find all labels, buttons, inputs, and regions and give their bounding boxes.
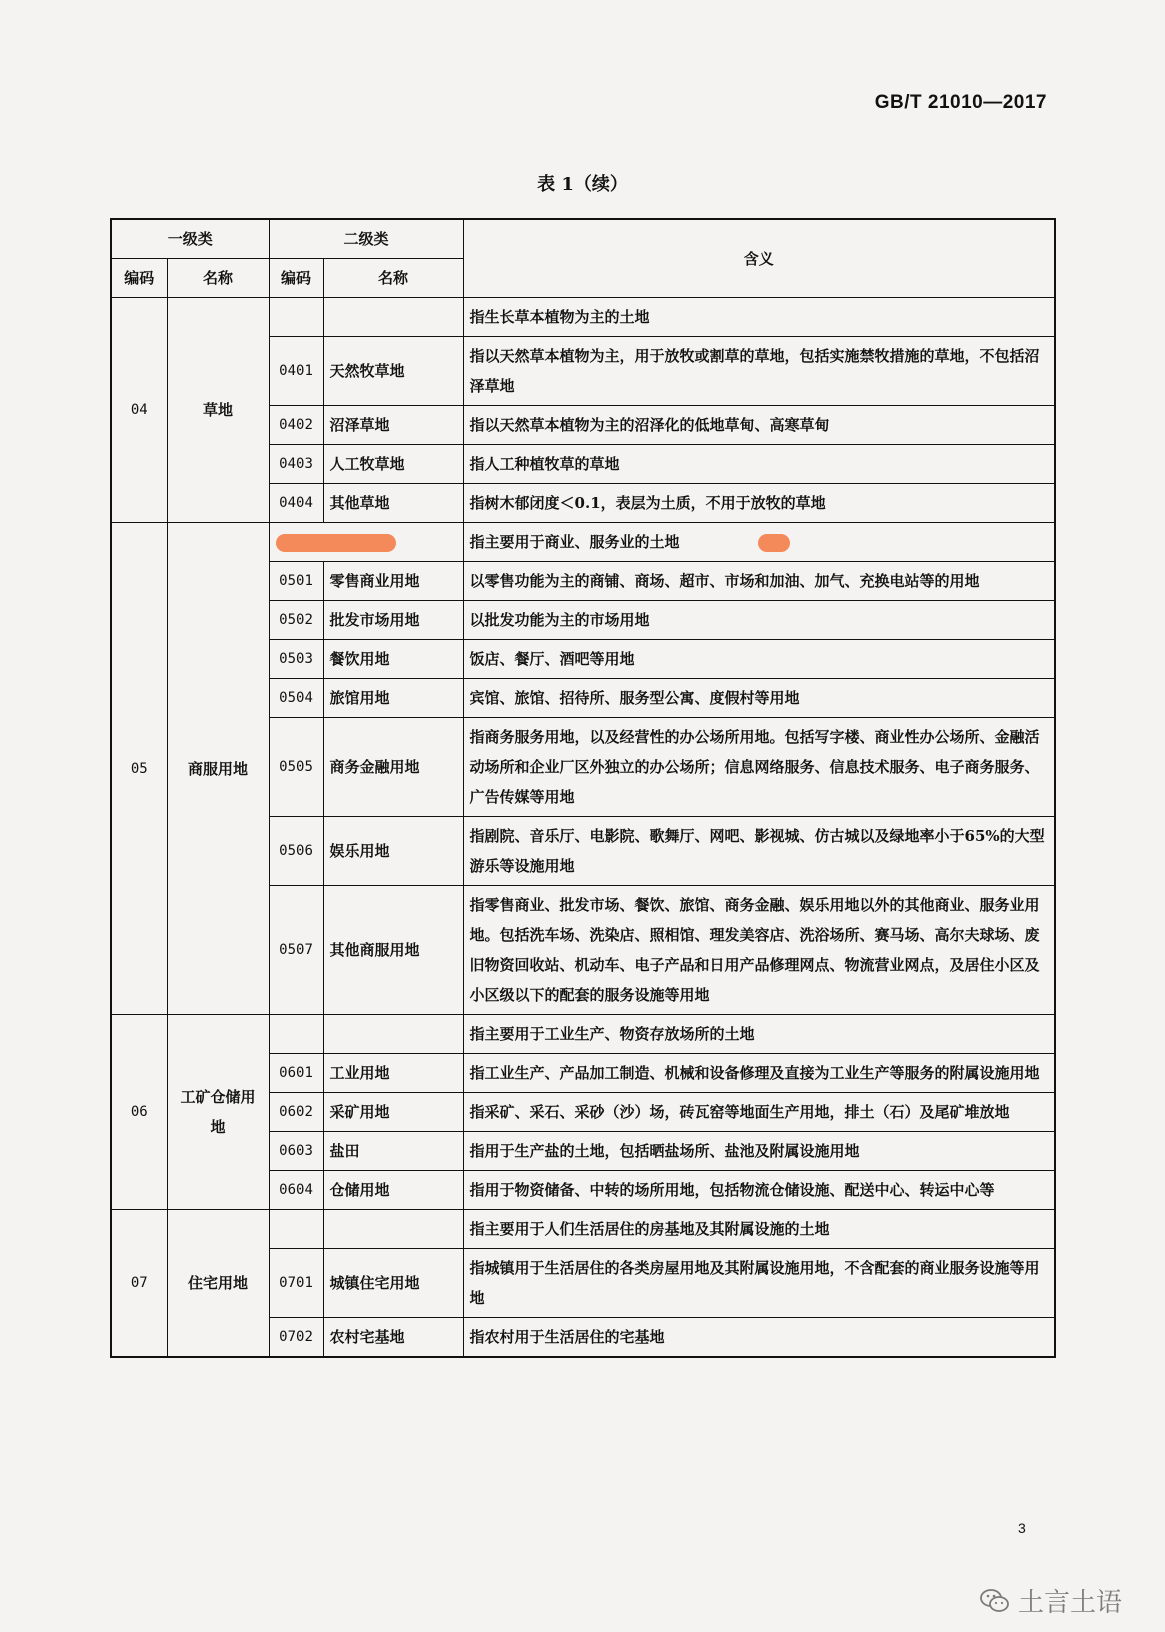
level2-name: 人工牧草地 — [323, 445, 463, 484]
header-level2-code: 编码 — [269, 259, 323, 298]
wechat-icon — [980, 1588, 1010, 1614]
level2-code: 0504 — [269, 679, 323, 718]
empty-cell — [323, 1210, 463, 1249]
empty-cell — [269, 1210, 323, 1249]
table-title: 表 1（续） — [537, 174, 628, 195]
level2-code: 0505 — [269, 718, 323, 817]
level2-code: 0602 — [269, 1093, 323, 1132]
header-level1-code: 编码 — [111, 259, 167, 298]
level1-code: 05 — [111, 523, 167, 1015]
meaning: 以批发功能为主的市场用地 — [463, 601, 1055, 640]
level2-name: 采矿用地 — [323, 1093, 463, 1132]
header-level2-name: 名称 — [323, 259, 463, 298]
level1-code: 06 — [111, 1015, 167, 1210]
group-06 — [111, 1015, 1055, 1210]
meaning: 指用于物资储备、中转的场所用地，包括物流仓储设施、配送中心、转运中心等 — [463, 1171, 1055, 1210]
level2-code: 0506 — [269, 817, 323, 886]
level2-name: 盐田 — [323, 1132, 463, 1171]
meaning: 饭店、餐厅、酒吧等用地 — [463, 640, 1055, 679]
level1-code: 04 — [111, 298, 167, 523]
meaning: 指零售商业、批发市场、餐饮、旅馆、商务金融、娱乐用地以外的其他商业、服务业用地。包括洗车场、洗染店、照相馆、理发美容店、洗浴场所、赛马场、高尔夫球场、废旧物资回收站、机动车、电子产品和日用产品修理网点、物流营业网点，及居住小区及小区级以下的配套的服务设施等用地 — [463, 886, 1055, 1015]
level2-name: 旅馆用地 — [323, 679, 463, 718]
level2-name: 零售商业用地 — [323, 562, 463, 601]
meaning: 以零售功能为主的商铺、商场、超市、市场和加油、加气、充换电站等的用地 — [463, 562, 1055, 601]
general-meaning: 指生长草本植物为主的土地 — [463, 298, 1055, 337]
level2-name: 餐饮用地 — [323, 640, 463, 679]
level2-name: 其他草地 — [323, 484, 463, 523]
meaning: 指人工种植牧草的草地 — [463, 445, 1055, 484]
watermark-text: 土言土语 — [1018, 1588, 1123, 1618]
level2-name: 仓储用地 — [323, 1171, 463, 1210]
standard-code: GB/T 21010—2017 — [874, 92, 1047, 113]
level2-code: 0404 — [269, 484, 323, 523]
meaning: 指树木郁闭度＜0.1，表层为土质，不用于放牧的草地 — [463, 484, 1055, 523]
level2-name: 农村宅基地 — [323, 1318, 463, 1358]
table-row — [111, 1210, 1055, 1249]
level1-name: 工矿仓储用地 — [167, 1015, 269, 1210]
level1-code: 07 — [111, 1210, 167, 1358]
level2-name: 工业用地 — [323, 1054, 463, 1093]
empty-cell — [323, 298, 463, 337]
meaning: 指城镇用于生活居住的各类房屋用地及其附属设施用地，不含配套的商业服务设施等用地 — [463, 1249, 1055, 1318]
empty-cell — [269, 1015, 323, 1054]
general-meaning: 指主要用于人们生活居住的房基地及其附属设施的土地 — [463, 1210, 1055, 1249]
meaning: 指农村用于生活居住的宅基地 — [463, 1318, 1055, 1358]
empty-cell — [269, 298, 323, 337]
level2-code: 0702 — [269, 1318, 323, 1358]
redaction-mark — [276, 534, 396, 552]
level2-code: 0503 — [269, 640, 323, 679]
level2-name: 批发市场用地 — [323, 601, 463, 640]
meaning: 指以天然草本植物为主，用于放牧或割草的草地，包括实施禁牧措施的草地，不包括沼泽草地 — [463, 337, 1055, 406]
level2-name: 商务金融用地 — [323, 718, 463, 817]
meaning: 宾馆、旅馆、招待所、服务型公寓、度假村等用地 — [463, 679, 1055, 718]
table-row — [111, 298, 1055, 337]
level2-code: 0603 — [269, 1132, 323, 1171]
level2-name: 城镇住宅用地 — [323, 1249, 463, 1318]
general-meaning: 指主要用于商业、服务业的土地 — [463, 523, 1055, 562]
general-meaning: 指主要用于工业生产、物资存放场所的土地 — [463, 1015, 1055, 1054]
redaction-mark — [758, 534, 790, 552]
level2-name: 其他商服用地 — [323, 886, 463, 1015]
level2-code: 0701 — [269, 1249, 323, 1318]
level2-code: 0402 — [269, 406, 323, 445]
header-row-1 — [111, 219, 1055, 259]
page-number: 3 — [1018, 1520, 1026, 1536]
empty-cell — [323, 1015, 463, 1054]
header-level1: 一级类 — [111, 219, 269, 259]
level1-name: 住宅用地 — [167, 1210, 269, 1358]
redacted-cell — [269, 523, 463, 562]
meaning: 指以天然草本植物为主的沼泽化的低地草甸、高寒草甸 — [463, 406, 1055, 445]
level2-code: 0604 — [269, 1171, 323, 1210]
level2-code: 0601 — [269, 1054, 323, 1093]
level2-code: 0502 — [269, 601, 323, 640]
header-meaning: 含义 — [463, 219, 1055, 298]
level2-code: 0507 — [269, 886, 323, 1015]
level2-name: 沼泽草地 — [323, 406, 463, 445]
meaning: 指剧院、音乐厅、电影院、歌舞厅、网吧、影视城、仿古城以及绿地率小于65%的大型游乐等设施用地 — [463, 817, 1055, 886]
level2-code: 0401 — [269, 337, 323, 406]
level1-name: 草地 — [167, 298, 269, 523]
level1-name: 商服用地 — [167, 523, 269, 1015]
watermark — [980, 1582, 1122, 1619]
meaning: 指采矿、采石、采砂（沙）场，砖瓦窑等地面生产用地，排土（石）及尾矿堆放地 — [463, 1093, 1055, 1132]
level2-name: 天然牧草地 — [323, 337, 463, 406]
level2-name: 娱乐用地 — [323, 817, 463, 886]
meaning: 指工业生产、产品加工制造、机械和设备修理及直接为工业生产等服务的附属设施用地 — [463, 1054, 1055, 1093]
level2-code: 0403 — [269, 445, 323, 484]
table-row — [111, 1015, 1055, 1054]
header-level2: 二级类 — [269, 219, 463, 259]
meaning: 指商务服务用地，以及经营性的办公场所用地。包括写字楼、商业性办公场所、金融活动场所和企业厂区外独立的办公场所；信息网络服务、信息技术服务、电子商务服务、广告传媒等用地 — [463, 718, 1055, 817]
level2-code: 0501 — [269, 562, 323, 601]
group-05 — [111, 523, 1055, 1015]
group-07 — [111, 1210, 1055, 1358]
meaning: 指用于生产盐的土地，包括晒盐场所、盐池及附属设施用地 — [463, 1132, 1055, 1171]
table-row — [111, 523, 1055, 562]
header-level1-name: 名称 — [167, 259, 269, 298]
group-04 — [111, 298, 1055, 523]
land-classification-table — [110, 218, 1056, 1358]
